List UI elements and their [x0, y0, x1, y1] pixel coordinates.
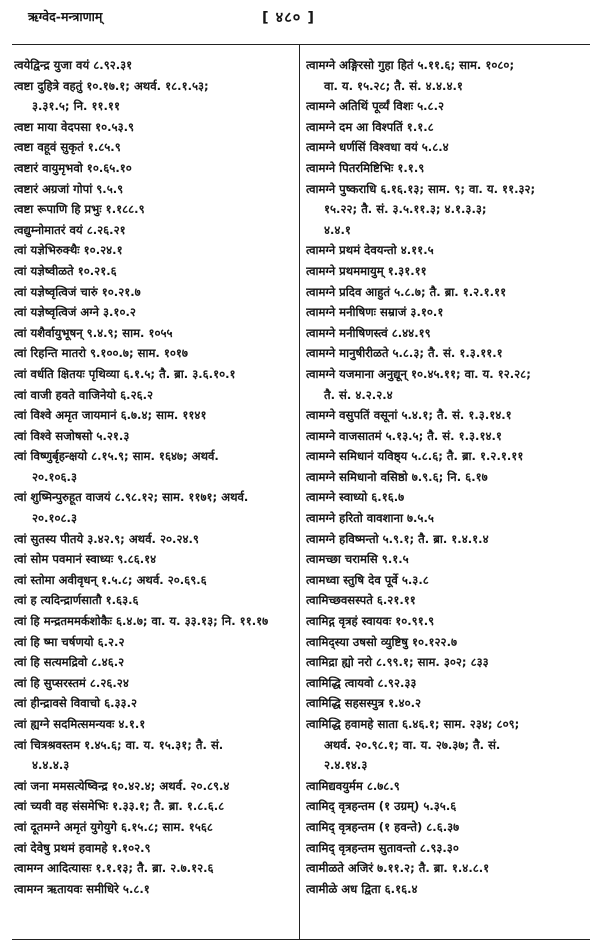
entry-continuation-line: २०.१०८.३ — [32, 511, 77, 526]
index-entry: त्वद्युम्नोमातरं वयं ८.२६.२१ — [14, 222, 126, 237]
index-entry: त्वामग्ने समिधानो वसिष्ठो ७.९.६; नि. ६.१७ — [306, 469, 488, 484]
index-entry: त्वां हि ष्मा चर्षणयो ६.२.२ — [14, 634, 125, 649]
index-entry: त्वां ह्यग्ने सदमित्समन्यवः ४.१.१ — [14, 717, 146, 731]
index-entry: त्वामिद् वृत्रहन्तम सुतावन्तो ८.९३.३० — [306, 840, 459, 855]
bottom-rule — [12, 939, 590, 940]
index-entry: त्वामीळे अध द्विता ६.१६.४ — [306, 881, 418, 896]
index-entry: त्वामिद्रा ह्यो नरो ८.९९.१; साम. ३०२; ८३३ — [306, 655, 489, 670]
index-entry: त्वामिद् वृत्रहन्तम (१ हवन्ते) ८.६.३७ — [306, 819, 460, 834]
index-entry: त्वामग्न ऋतायवः समीधिरे ५.८.१ — [14, 881, 150, 896]
index-entry: त्वामग्ने अङ्गिरसो गुहा हितं ५.११.६; साम. १०८०; — [306, 58, 515, 72]
index-entry: त्वामग्ने हरितो वावशाना ७.५.५ — [306, 511, 434, 526]
index-entry: त्वामग्ने मनीषिणस्त्वं ८.४४.१९ — [306, 325, 431, 340]
index-entry: त्वां विष्णुर्बृहन्क्षयो ८.१५.९; साम. १६४७; अथर्व. — [14, 449, 219, 464]
entry-continuation-line: ३.३१.५; नि. ११.११ — [32, 99, 120, 114]
index-entry: त्वामग्ने धर्णसिं विश्वधा वयं ५.८.४ — [306, 140, 449, 155]
entry-continuation-line: ४.४.१ — [324, 222, 351, 237]
index-entry: त्वामिद्स्या उषसो व्युष्टिषु १०.१२२.७ — [306, 634, 457, 649]
index-entry: त्वष्टा रूपाणि हि प्रभुः १.१८८.९ — [14, 202, 145, 217]
index-entry: त्वां यज्ञेष्वृत्विजं अग्ने ३.१०.२ — [14, 305, 136, 320]
entry-continuation-line: २.४.१४.३ — [324, 758, 368, 773]
index-entry: त्वामिद्धि हवामहे साता ६.४६.१; साम. २३४; ८०९; — [306, 717, 520, 731]
index-entry: त्वष्टारं वायुमृभवो १०.६५.१० — [14, 160, 132, 175]
index-entry: त्वामिद्ग वृत्रहं स्वायवः १०.९१.९ — [306, 614, 435, 629]
index-entry: त्वां सोम पवमानं स्वाध्यः ९.८६.१४ — [14, 552, 157, 567]
entry-continuation-line: वा. य. १५.२८; तै. सं. ४.४.४.१ — [324, 78, 463, 93]
index-entry: त्वष्टा माया वेदपसा १०.५३.९ — [14, 119, 135, 134]
index-entry: त्वामग्ने प्रदिव आहुतं ५.८.७; तै. ब्रा. १.२.१.११ — [306, 284, 507, 299]
index-entry: त्वां सुतस्य पीतये ३.४२.९; अथर्व. २०.२४.९ — [14, 531, 199, 546]
index-entry: त्वामग्ने मनीषिणः सम्राजं ३.१०.१ — [306, 305, 444, 320]
index-entry: त्वां विश्वे सजोषसो ५.२१.३ — [14, 428, 130, 443]
index-entry: त्वामग्ने मानुषीरीळते ५.८.३; तै. सं. १.३.११.१ — [306, 346, 503, 361]
index-entry: त्वामग्ने स्वाध्यो ६.१६.७ — [306, 490, 405, 505]
index-entry: त्वां वाजी हवते वाजिनेयो ६.२६.२ — [14, 387, 154, 402]
index-entry: त्वां यज्ञेष्वीळते १०.२१.६ — [14, 263, 117, 278]
index-entry: त्वष्टारं अग्रजां गोपां ९.५.९ — [14, 181, 124, 196]
index-entry: त्वामग्ने यजमाना अनुद्यून् १०.४५.११; वा. य. १२.२८; — [306, 366, 531, 381]
index-entry: त्वां च्यवी वह संसमेभिः १.३३.१; तै. ब्रा. १.८.६.८ — [14, 799, 225, 814]
index-entry: त्वां चित्रश्रवस्तम १.४५.६; वा. य. १५.३१; तै. सं. — [14, 737, 224, 752]
index-entry: त्वां हि सुप्सरस्तमं ८.२६.२४ — [14, 675, 129, 690]
index-entry: त्वामध्वा स्तुषि देव पूर्वे ५.३.८ — [306, 572, 429, 587]
column-divider — [299, 45, 300, 939]
index-entry: त्वां हि सत्यमद्रिवो ८.४६.२ — [14, 655, 125, 670]
index-entry: त्वामिद्यवयुर्मम ८.७८.९ — [306, 778, 400, 793]
index-entry: त्वां स्तोमा अवीवृधन् १.५.८; अथर्व. २०.६९.६ — [14, 572, 207, 587]
page-number: [ ४८० ] — [262, 10, 315, 26]
index-entry: त्वामग्ने वसुपतिं वसूनां ५.४.१; तै. सं. १.३.१४.१ — [306, 408, 512, 423]
index-entry: त्वां हि मन्द्रतममर्कशोकैः ६.४.७; वा. य. ३३.१३; नि. ११.१७ — [14, 614, 269, 629]
running-title: ऋग्वेद-मन्त्राणाम् — [28, 9, 103, 24]
index-entry: त्वां देवेषु प्रथमं हवामहे १.१०२.९ — [14, 840, 151, 855]
entry-continuation-line: ४.४.४.३ — [32, 758, 70, 773]
page-header — [0, 8, 600, 38]
index-entry: त्वां जना ममसत्येष्विन्द्र १०.४२.४; अथर्व. २०.८९.४ — [14, 778, 230, 793]
index-entry: त्वामग्ने दम आ विश्पतिं १.१.८ — [306, 119, 434, 134]
index-entry: त्वां यज्ञेष्वृत्विजं चारुं १०.२१.७ — [14, 284, 141, 299]
entry-continuation-line: तै. सं. ४.२.२.४ — [324, 387, 393, 402]
index-entry: त्वामग्ने पुष्कराधि ६.१६.१३; साम. ९; वा. य. ११.३२; — [306, 181, 536, 196]
index-entry: त्वामग्ने वाजसातमं ५.१३.५; तै. सं. १.३.१४.१ — [306, 428, 502, 443]
index-entry: त्वष्टा वहूवं सुकृतं १.८५.९ — [14, 140, 121, 155]
index-entry: त्वां यज्ञेभिरुक्थैः १०.२४.१ — [14, 243, 123, 258]
index-entry: त्वामिद् वृत्रहन्तम (१ उग्रम्) ५.३५.६ — [306, 799, 457, 814]
index-entry: त्वां विश्वे अमृत जायमानं ६.७.४; साम. ११४१ — [14, 408, 207, 423]
index-entry: त्वां दूतमग्ने अमृतं युगेयुगे ६.१५.८; साम. १५६८ — [14, 819, 213, 834]
index-entry: त्वामच्छा चरामसि ९.१.५ — [306, 552, 409, 567]
index-entry: त्वां शुष्मिन्पुरुहूत वाजयं ८.९८.१२; साम. ११७१; अथर्व. — [14, 490, 249, 505]
index-entry: त्वां हीन्द्रावसे विवाचो ६.३३.२ — [14, 696, 138, 711]
index-entry: त्वां रिहन्ति मातरो ९.१००.७; साम. १०१७ — [14, 346, 188, 361]
entry-continuation-line: १५.२२; तै. सं. ३.५.११.३; ४.१.३.३; — [324, 202, 487, 217]
entry-continuation-line: २०.१०६.३ — [32, 469, 77, 484]
index-entry: त्वामिद्धि त्वायवो ८.९२.३३ — [306, 675, 417, 690]
index-entry: त्वामग्ने हविष्मन्तो ५.९.१; तै. ब्रा. १.४.१.४ — [306, 531, 489, 546]
index-entry: त्वामग्न आदित्यासः १.१.१३; तै. ब्रा. २.७.१२.६ — [14, 861, 214, 876]
index-entry: त्वष्टा दुहित्रे वहतुं १०.१७.१; अथर्व. १८.१.५३; — [14, 78, 209, 93]
index-entry: त्वां यशैर्वायुभूषन् ९.४.९; साम. १०५५ — [14, 325, 173, 340]
index-entry: त्वामिच्छवसस्पते ६.२१.११ — [306, 593, 416, 608]
index-entry: त्वामग्ने अतिथिं पूर्व्यं विशः ५.८.२ — [306, 99, 445, 114]
index-entry: त्वयेद्विन्द्र युजा वयं ८.९२.३१ — [14, 58, 133, 72]
index-entry: त्वामग्ने प्रथमं देवयन्तो ४.११.५ — [306, 243, 434, 258]
index-entry: त्वामीळते अजिरं ७.११.२; तै. ब्रा. १.४.८.१ — [306, 861, 490, 876]
entry-continuation-line: अथर्व. २०.९८.१; वा. य. २७.३७; तै. सं. — [324, 737, 501, 752]
right-column — [306, 55, 592, 899]
index-entry: त्वामग्ने प्रथममायुम् १.३१.११ — [306, 263, 427, 278]
index-entry: त्वामिद्धि सहसस्पुत्र १.४०.२ — [306, 696, 422, 711]
index-entry: त्वामग्ने पितरमिष्टिभिः १.१.९ — [306, 160, 425, 175]
top-rule — [12, 44, 590, 45]
index-entry: त्वां ह त्यदिन्द्रार्णसातौ १.६३.६ — [14, 593, 139, 608]
index-entry: त्वामग्ने समिधानं यविष्ठ्य ५.८.६; तै. ब्रा. १.२.१.११ — [306, 449, 524, 464]
left-column — [14, 55, 294, 899]
index-entry: त्वां वर्धति क्षितयः पृथिव्या ६.१.५; तै. ब्रा. ३.६.१०.१ — [14, 366, 236, 381]
